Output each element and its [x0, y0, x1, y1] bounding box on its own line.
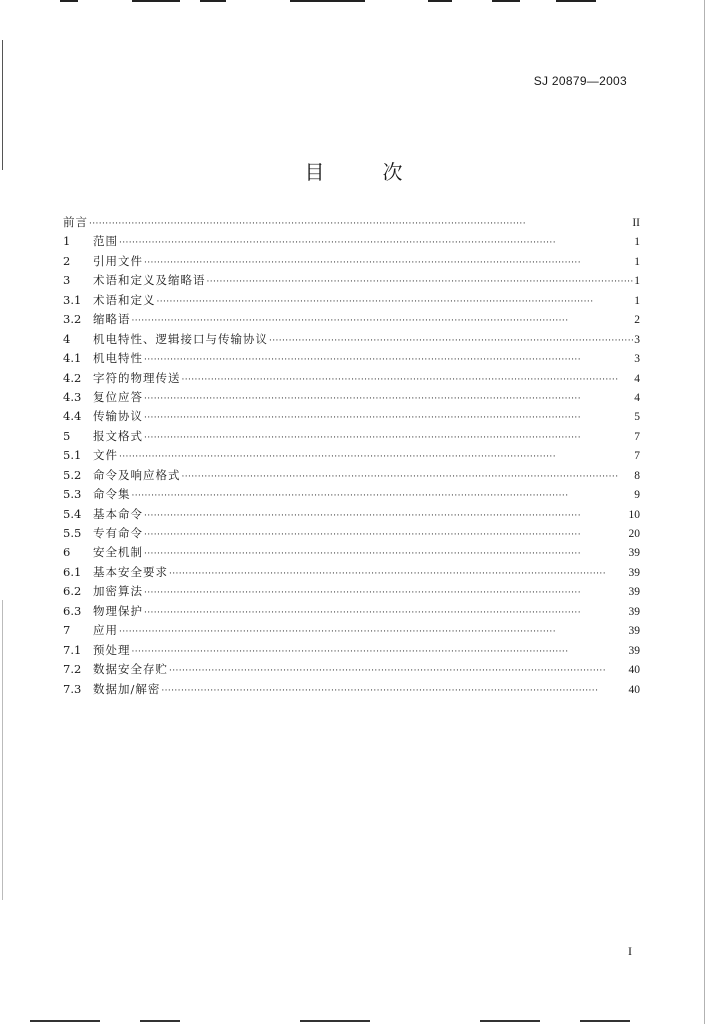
toc-entry-number: 7.1 [63, 642, 82, 657]
toc-entry-label: 命令及响应格式 [93, 467, 181, 482]
toc-entry-title [63, 660, 168, 679]
toc-entry-label: 物理保护 [93, 603, 143, 618]
toc-entry-page: 40 [628, 664, 640, 677]
scan-right-edge [704, 0, 705, 1024]
toc-entry-page: 39 [628, 644, 640, 657]
toc-entry[interactable] [63, 602, 640, 621]
toc-entry-label: 传输协议 [93, 409, 143, 424]
toc-entry-number: 4.4 [63, 409, 82, 424]
toc-entry-label: 加密算法 [93, 584, 143, 599]
scan-left-edge [2, 40, 3, 170]
toc-entry-page: 39 [628, 625, 640, 638]
toc-entry-label: 基本命令 [93, 506, 143, 521]
toc-entry-page: 1 [634, 236, 640, 249]
toc-entry-label: 预处理 [93, 642, 131, 657]
toc-entry-title [63, 446, 118, 465]
toc-entry-page: 8 [634, 469, 640, 482]
toc-entry-label: 术语和定义 [93, 292, 156, 307]
toc-entry[interactable] [63, 213, 640, 232]
toc-leader-dots [89, 215, 631, 234]
toc-entry-page: 9 [634, 489, 640, 502]
toc-entry-label: 命令集 [93, 487, 131, 502]
toc-entry-page: 3 [634, 333, 640, 346]
toc-entry-number: 7.3 [63, 681, 82, 696]
table-of-contents [63, 213, 640, 699]
toc-entry-title [63, 369, 181, 388]
toc-entry-title [63, 680, 160, 699]
document-code: SJ 20879—2003 [533, 74, 627, 88]
toc-leader-dots [144, 409, 633, 428]
toc-entry-page: 1 [634, 255, 640, 268]
toc-entry-number: 5.2 [63, 467, 82, 482]
toc-entry[interactable] [63, 621, 640, 640]
toc-leader-dots [169, 565, 628, 584]
toc-entry-number: 7.2 [63, 662, 82, 677]
toc-entry-page: 1 [634, 275, 640, 288]
toc-entry-page: 39 [628, 566, 640, 579]
toc-entry-page: 4 [634, 391, 640, 404]
toc-leader-dots [269, 332, 633, 351]
toc-leader-dots [144, 390, 633, 409]
toc-entry-page: 3 [634, 353, 640, 366]
toc-entry-label: 应用 [93, 623, 118, 638]
toc-entry-page: 2 [634, 314, 640, 327]
toc-entry-number: 3.2 [63, 312, 82, 327]
toc-entry-title [63, 641, 131, 660]
toc-entry-number: 6.1 [63, 564, 82, 579]
toc-entry-number: 5 [63, 428, 71, 443]
toc-entry-page: 7 [634, 430, 640, 443]
toc-entry-number: 2 [63, 253, 71, 268]
toc-entry-number: 5.5 [63, 526, 82, 540]
toc-entry-title [63, 388, 143, 407]
toc-entry-title [63, 621, 118, 640]
toc-entry[interactable] [63, 582, 640, 601]
toc-entry-label: 安全机制 [93, 545, 143, 560]
toc-entry-label: 前言 [63, 215, 88, 229]
toc-entry[interactable] [63, 505, 640, 524]
toc-entry-label: 报文格式 [93, 428, 143, 443]
toc-entry-page: 1 [634, 294, 640, 307]
toc-entry[interactable] [63, 485, 640, 504]
toc-leader-dots [119, 234, 633, 253]
toc-entry-title [63, 543, 143, 562]
toc-entry-number: 5.1 [63, 448, 82, 463]
toc-leader-dots [132, 643, 628, 662]
scan-bottom-edge [0, 1018, 707, 1024]
toc-entry-label: 专有命令 [93, 526, 143, 540]
toc-entry[interactable] [63, 427, 640, 446]
toc-entry[interactable] [63, 232, 640, 251]
toc-entry-label: 缩略语 [93, 312, 131, 327]
toc-entry[interactable] [63, 446, 640, 465]
toc-entry-number: 6.3 [63, 603, 82, 618]
toc-entry-label: 复位应答 [93, 389, 143, 404]
toc-entry-title [63, 427, 143, 446]
toc-entry[interactable] [63, 524, 640, 543]
toc-entry-page: 7 [634, 450, 640, 463]
toc-leader-dots [207, 273, 634, 292]
title-char-mu: 目 [304, 160, 325, 184]
toc-entry-title [63, 602, 143, 621]
toc-entry-number: 3.1 [63, 292, 82, 307]
toc-entry[interactable] [63, 641, 640, 660]
toc-entry-number: 7 [63, 623, 71, 638]
toc-leader-dots [144, 507, 628, 526]
toc-entry-title [63, 330, 268, 349]
toc-entry-title [63, 466, 181, 485]
toc-entry-title [63, 252, 143, 271]
toc-leader-dots [157, 293, 634, 312]
toc-entry[interactable] [63, 369, 640, 388]
toc-entry-label: 术语和定义及缩略语 [93, 273, 206, 288]
toc-entry-title [63, 485, 131, 504]
toc-entry-label: 引用文件 [93, 253, 143, 268]
toc-entry-page: 20 [628, 528, 640, 540]
toc-entry-title [63, 291, 156, 310]
toc-entry[interactable] [63, 563, 640, 582]
toc-leader-dots [119, 448, 633, 467]
toc-entry-page: 39 [628, 586, 640, 599]
toc-entry-title [63, 563, 168, 582]
toc-entry-label: 文件 [93, 448, 118, 463]
scan-left-edge-lower [2, 600, 3, 900]
toc-entry-title [63, 407, 143, 426]
toc-entry[interactable] [63, 407, 640, 426]
toc-leader-dots [169, 662, 628, 681]
toc-entry-title [63, 310, 131, 329]
toc-leader-dots [132, 487, 634, 506]
toc-entry-label: 数据加/解密 [93, 681, 161, 696]
toc-entry-title [63, 582, 143, 601]
toc-entry-page: 39 [628, 547, 640, 560]
toc-entry[interactable] [63, 388, 640, 407]
page-title [0, 156, 707, 185]
toc-entry-label: 机电特性 [93, 351, 143, 366]
toc-leader-dots [119, 623, 628, 642]
toc-entry[interactable] [63, 349, 640, 368]
toc-entry-title [63, 271, 206, 290]
toc-leader-dots [144, 351, 633, 370]
toc-entry-number: 5.3 [63, 487, 82, 502]
toc-entry-title [63, 349, 143, 368]
toc-entry-number: 1 [63, 234, 71, 249]
toc-entry-page: 10 [628, 508, 640, 521]
toc-entry[interactable] [63, 660, 640, 679]
toc-leader-dots [144, 254, 633, 273]
toc-leader-dots [144, 526, 628, 545]
toc-entry-number: 4.3 [63, 389, 82, 404]
toc-entry-label: 数据安全存贮 [93, 662, 168, 677]
toc-entry-number: 6.2 [63, 584, 82, 599]
toc-entry-number: 4.2 [63, 370, 82, 385]
toc-leader-dots [144, 429, 633, 448]
toc-entry-page: 40 [628, 683, 640, 696]
toc-entry[interactable] [63, 252, 640, 271]
toc-entry[interactable] [63, 466, 640, 485]
page-number: I [628, 944, 632, 958]
toc-entry-label: 机电特性、逻辑接口与传输协议 [93, 331, 268, 346]
toc-entry-title [63, 213, 88, 232]
toc-leader-dots [144, 584, 628, 603]
toc-entry-number: 4.1 [63, 351, 82, 366]
toc-entry-title [63, 524, 143, 543]
toc-leader-dots [144, 545, 628, 564]
toc-entry-number: 4 [63, 331, 71, 346]
toc-leader-dots [161, 682, 627, 701]
toc-leader-dots [144, 604, 628, 623]
toc-entry[interactable] [63, 680, 640, 699]
toc-entry[interactable] [63, 271, 640, 290]
toc-entry-page: 5 [634, 411, 640, 424]
toc-entry-number: 6 [63, 545, 71, 560]
toc-entry-label: 字符的物理传送 [93, 370, 181, 385]
title-char-ci: 次 [382, 160, 403, 184]
toc-entry-title [63, 505, 143, 524]
toc-entry-label: 范围 [93, 234, 118, 249]
toc-entry[interactable] [63, 310, 640, 329]
scan-top-edge [0, 0, 707, 3]
toc-entry-page: 39 [628, 605, 640, 618]
toc-entry-number: 3 [63, 273, 71, 288]
toc-entry-number: 5.4 [63, 506, 82, 521]
toc-leader-dots [182, 371, 634, 390]
toc-entry[interactable] [63, 291, 640, 310]
toc-entry[interactable] [63, 543, 640, 562]
toc-leader-dots [182, 468, 634, 487]
toc-entry[interactable] [63, 330, 640, 349]
toc-entry-page: 4 [634, 372, 640, 385]
toc-entry-title [63, 232, 118, 251]
toc-entry-label: 基本安全要求 [93, 564, 168, 579]
toc-entry-page: II [632, 217, 640, 229]
